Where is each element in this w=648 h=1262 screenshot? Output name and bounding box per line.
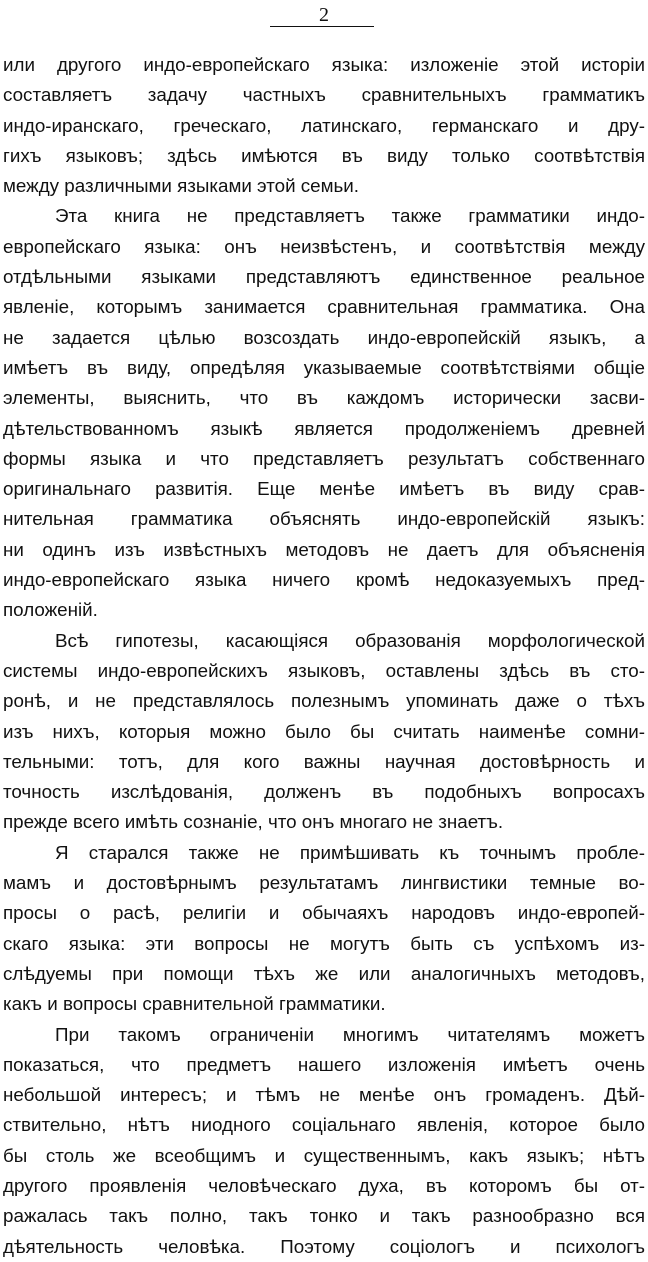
text-line: просы о расѣ, религіи и обычаяхъ народовъ индо-европей- bbox=[3, 902, 645, 924]
text-line: мамъ и достовѣрнымъ результатамъ лингвистики темные во- bbox=[3, 872, 645, 894]
text-line: небольшой интересъ; и тѣмъ не менѣе онъ громаденъ. Дѣй- bbox=[3, 1084, 645, 1106]
text-line: дѣтельствованномъ языкѣ является продолженіемъ древней bbox=[3, 417, 645, 439]
text-line: ни одинъ изъ извѣстныхъ методовъ не даетъ для объясненія bbox=[3, 538, 645, 560]
text-line: европейскаго языка: онъ неизвѣстенъ, и соотвѣтствія между bbox=[3, 235, 645, 257]
text-line: явленіе, которымъ занимается сравнительная грамматика. Она bbox=[3, 296, 645, 318]
page-number: 2 bbox=[319, 4, 329, 26]
text-line: ражалась такъ полно, такъ тонко и такъ разнообразно вся bbox=[3, 1205, 645, 1227]
text-line: оригинальнаго развитія. Еще менѣе имѣетъ въ виду срав- bbox=[3, 478, 645, 500]
header-rule bbox=[270, 26, 374, 27]
body-text bbox=[3, 50, 645, 1262]
text-line: составляетъ задачу частныхъ сравнительныхъ грамматикъ bbox=[3, 84, 645, 106]
text-line: Всѣ гипотезы, касающіяся образованія морфологической bbox=[55, 629, 645, 651]
text-line: ствительно, нѣтъ ниодного соціальнаго явленія, которое было bbox=[3, 1114, 645, 1136]
text-line: дѣятельность человѣка. Поэтому соціологъ и психологъ bbox=[3, 1235, 645, 1257]
text-line: имѣетъ въ виду, опредѣляя указываемые соотвѣтствіями общіе bbox=[3, 356, 645, 378]
text-line: другого проявленія человѣческаго духа, въ которомъ бы от- bbox=[3, 1174, 645, 1196]
text-line: какъ и вопросы сравнительной грамматики. bbox=[3, 993, 386, 1015]
text-line: положеній. bbox=[3, 599, 98, 621]
text-line: элементы, выяснить, что въ каждомъ исторически засви- bbox=[3, 387, 645, 409]
text-line: точность изслѣдованія, долженъ въ подобныхъ вопросахъ bbox=[3, 781, 645, 803]
text-line: тельными: тотъ, для кого важны научная достовѣрность и bbox=[3, 750, 645, 772]
text-line: отдѣльными языками представляютъ единственное реальное bbox=[3, 266, 645, 288]
text-line: Эта книга не представляетъ также грамматики индо- bbox=[55, 205, 645, 227]
text-line: или другого индо-европейскаго языка: изложеніе этой исторіи bbox=[3, 54, 645, 75]
text-line: индо-иранскаго, греческаго, латинскаго, германскаго и дру- bbox=[3, 114, 645, 136]
text-line: системы индо-европейскихъ языковъ, оставлены здѣсь въ сто- bbox=[3, 659, 645, 681]
text-line: показаться, что предметъ нашего изложенія имѣетъ очень bbox=[3, 1053, 645, 1075]
text-line: изъ нихъ, которыя можно было бы считать наименѣе сомни- bbox=[3, 720, 645, 742]
text-line: скаго языка: эти вопросы не могутъ быть съ успѣхомъ из- bbox=[3, 932, 645, 954]
text-line: не задается цѣлью возсоздать индо-европейскій языкъ, а bbox=[3, 326, 645, 348]
text-line: формы языка и что представляетъ результатъ собственнаго bbox=[3, 447, 645, 469]
text-line: ронѣ, и не представлялось полезнымъ упоминать даже о тѣхъ bbox=[3, 690, 645, 712]
text-line: прежде всего имѣть сознаніе, что онъ многаго не знаетъ. bbox=[3, 811, 504, 833]
text-line: Я старался также не примѣшивать къ точнымъ пробле- bbox=[55, 841, 645, 863]
text-line: бы столь же всеобщимъ и существеннымъ, какъ языкъ; нѣтъ bbox=[3, 1144, 645, 1166]
text-line: индо-европейскаго языка ничего кромѣ недоказуемыхъ пред- bbox=[3, 569, 645, 591]
text-line: слѣдуемы при помощи тѣхъ же или аналогичныхъ методовъ, bbox=[3, 962, 645, 984]
text-line: При такомъ ограниченіи многимъ читателямъ можетъ bbox=[55, 1023, 645, 1045]
text-line: нительная грамматика объяснять индо-европейскій языкъ: bbox=[3, 508, 645, 530]
text-line: гихъ языковъ; здѣсь имѣются въ виду только соотвѣтствія bbox=[3, 144, 645, 166]
text-line: между различными языками этой семьи. bbox=[3, 175, 360, 197]
